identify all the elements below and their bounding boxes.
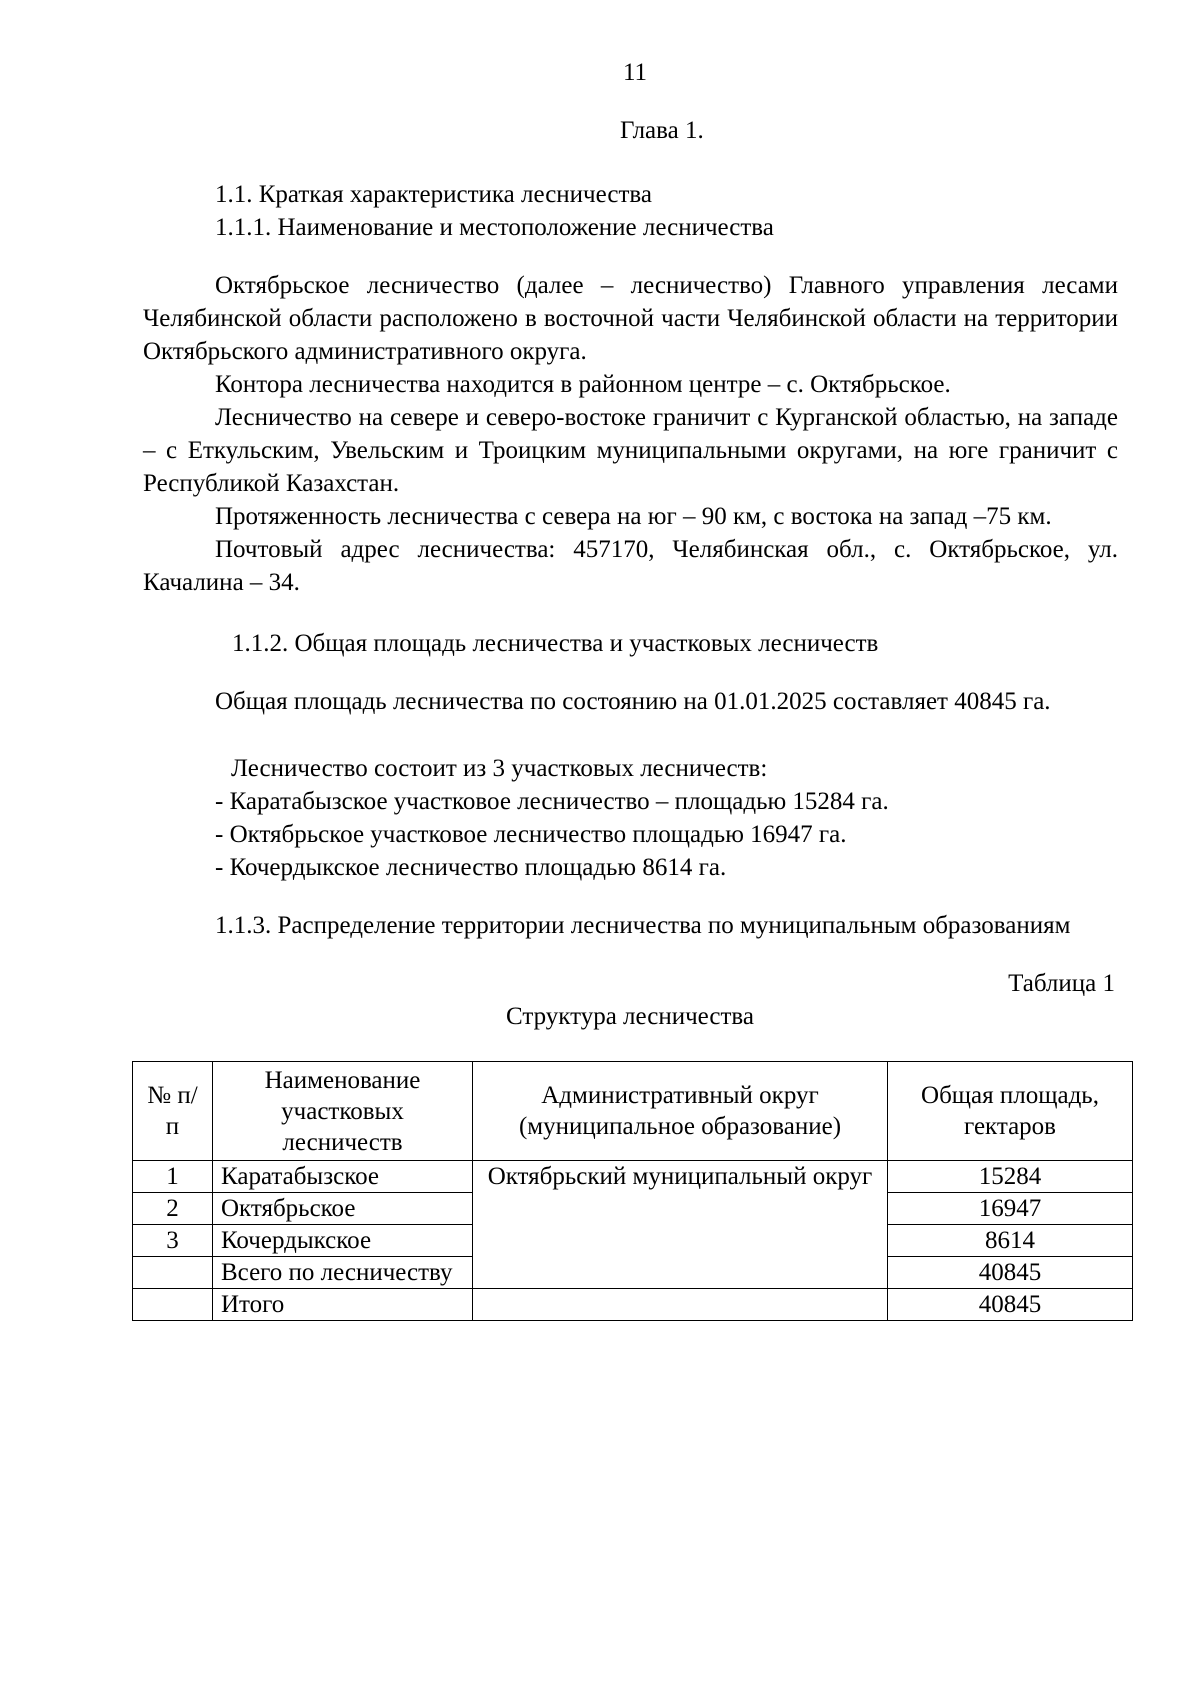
cell-name: Октябрьское bbox=[213, 1193, 473, 1225]
cell-area: 15284 bbox=[888, 1161, 1133, 1193]
paragraph-borders: Лесничество на севере и северо-востоке граничит с Курганской областью, на западе – с Еткульским, Увельским и Троицким муниципальными округами, на юге граничит с Республикой Казахстан. bbox=[143, 404, 1118, 497]
cell-district bbox=[473, 1289, 888, 1321]
paragraph-office: Контора лесничества находится в районном центре – с. Октябрьское. bbox=[215, 371, 951, 398]
cell-area: 40845 bbox=[888, 1289, 1133, 1321]
paragraph-extent: Протяженность лесничества с севера на юг – 90 км, с востока на запад –75 км. bbox=[215, 503, 1052, 530]
cell-name: Всего по лесничеству bbox=[213, 1257, 473, 1289]
cell-num bbox=[133, 1289, 213, 1321]
chapter-heading: Глава 1. bbox=[620, 117, 704, 144]
section-1-1-1-body bbox=[143, 269, 1118, 599]
paragraph-total-area: Общая площадь лесничества по состоянию на 01.01.2025 составляет 40845 га. bbox=[215, 688, 1051, 715]
section-1-1-2-body bbox=[143, 685, 1118, 718]
section-heading-1-1-3-text: 1.1.3. Распределение территории лесничества по муниципальным образованиям bbox=[215, 912, 1071, 939]
table-row bbox=[133, 1161, 1133, 1193]
cell-name: Кочердыкское bbox=[213, 1225, 473, 1257]
section-heading-1-1: 1.1. Краткая характеристика лесничества bbox=[215, 181, 652, 208]
paragraph-address: Почтовый адрес лесничества: 457170, Челябинская обл., с. Октябрьское, ул. Качалина – 34. bbox=[143, 536, 1118, 596]
list-item: - Каратабызское участковое лесничество – площадью 15284 га. bbox=[215, 788, 889, 815]
paragraph-subdivisions: Лесничество состоит из 3 участковых лесничеств: bbox=[231, 755, 768, 782]
header-name: Наименование участковых лесничеств bbox=[213, 1062, 473, 1161]
cell-num: 1 bbox=[133, 1161, 213, 1193]
section-heading-1-1-2: 1.1.2. Общая площадь лесничества и участковых лесничеств bbox=[232, 630, 879, 657]
cell-name: Итого bbox=[213, 1289, 473, 1321]
header-num: № п/п bbox=[133, 1062, 213, 1161]
cell-name: Каратабызское bbox=[213, 1161, 473, 1193]
header-area: Общая площадь, гектаров bbox=[888, 1062, 1133, 1161]
table-label: Таблица 1 bbox=[1008, 970, 1115, 997]
paragraph-location: Октябрьское лесничество (далее – лесничество) Главного управления лесами Челябинской области расположено в восточной части Челябинской области на территории Октябрьского административного округа. bbox=[143, 272, 1118, 365]
section-heading-1-1-1: 1.1.1. Наименование и местоположение лесничества bbox=[215, 214, 774, 241]
list-item: - Октябрьское участковое лесничество площадью 16947 га. bbox=[215, 821, 847, 848]
forestry-structure-table bbox=[132, 1061, 1133, 1321]
cell-area: 40845 bbox=[888, 1257, 1133, 1289]
cell-num bbox=[133, 1257, 213, 1289]
table-total-row bbox=[133, 1289, 1133, 1321]
page-number: 11 bbox=[622, 59, 648, 86]
cell-num: 2 bbox=[133, 1193, 213, 1225]
table-header-row bbox=[133, 1062, 1133, 1161]
cell-area: 16947 bbox=[888, 1193, 1133, 1225]
cell-num: 3 bbox=[133, 1225, 213, 1257]
header-district: Административный округ (муниципальное образование) bbox=[473, 1062, 888, 1161]
cell-area: 8614 bbox=[888, 1225, 1133, 1257]
list-item: - Кочердыкское лесничество площадью 8614 га. bbox=[215, 854, 727, 881]
table-title: Структура лесничества bbox=[506, 1003, 754, 1030]
section-heading-1-1-3 bbox=[143, 909, 1118, 942]
cell-district-merged: Октябрьский муниципальный округ bbox=[473, 1161, 888, 1289]
